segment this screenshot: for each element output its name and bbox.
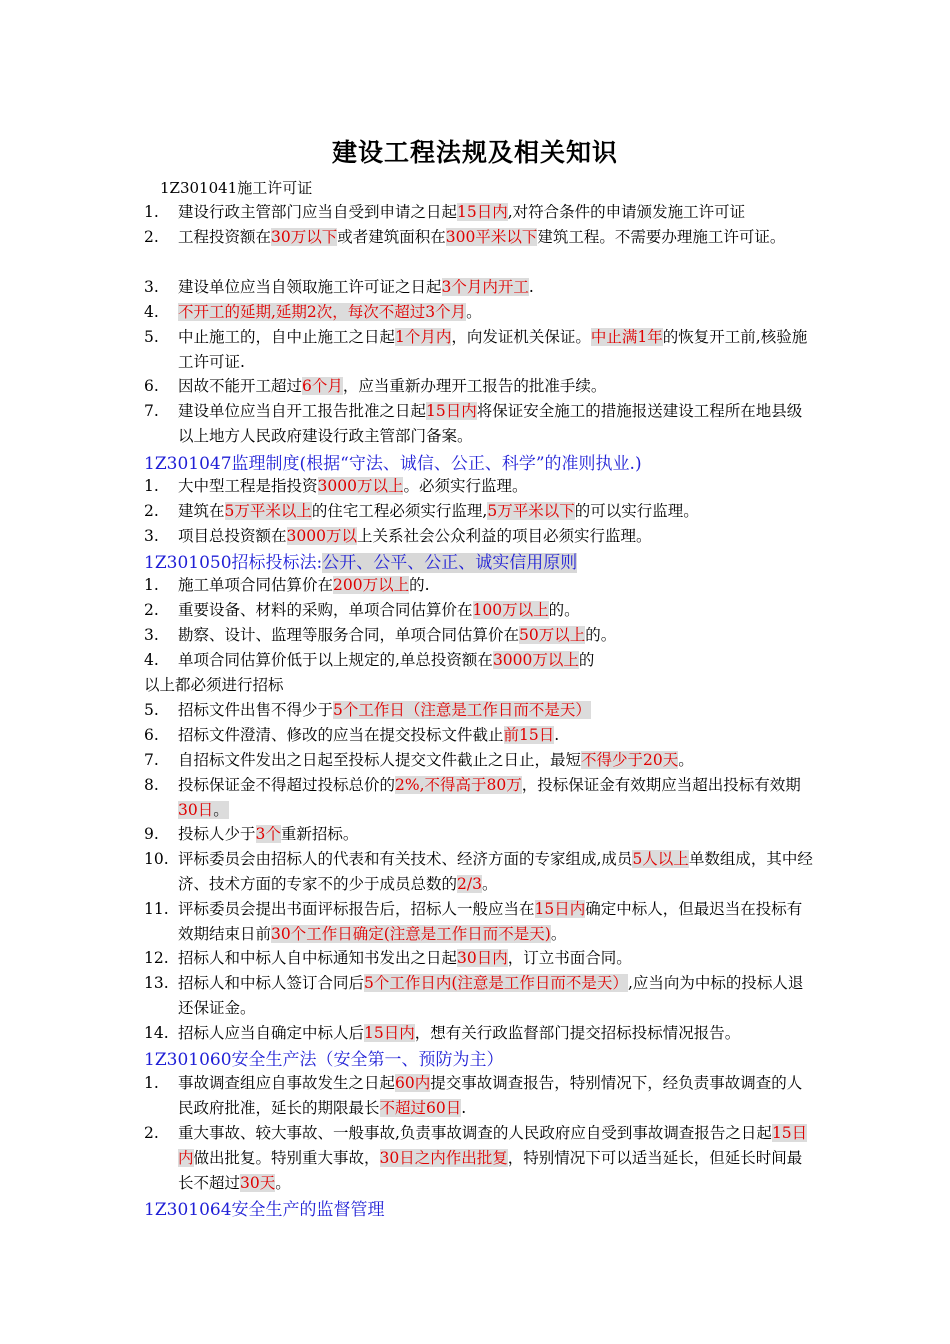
text-segment: 招标人和中标人自中标通知书发出之日起 xyxy=(178,949,458,967)
list-number: 5. xyxy=(144,701,159,719)
text-segment: 。 xyxy=(275,1174,291,1192)
highlighted-text: 30个工作日确定(注意是工作日而不是天) xyxy=(271,925,551,943)
text-segment: 评标委员会提出书面评标报告后，招标人一般应当在 xyxy=(178,900,535,918)
section-heading-safety-supervision: 1Z301064安全生产的监督管理 xyxy=(144,1200,385,1220)
list-item xyxy=(144,971,816,1021)
list-item xyxy=(144,773,816,823)
list-text xyxy=(178,300,816,325)
list-number: 4. xyxy=(144,651,159,669)
list-text xyxy=(178,1021,816,1046)
list-number: 7. xyxy=(144,751,159,769)
list-text xyxy=(178,474,816,499)
highlighted-text: 200万以上 xyxy=(333,576,410,594)
list-item xyxy=(144,847,816,897)
list-text xyxy=(178,971,816,1021)
list-number: 1. xyxy=(144,576,159,594)
highlighted-text: 50万以上 xyxy=(519,626,586,644)
list-number: 8. xyxy=(144,776,159,794)
list-number: 13. xyxy=(144,974,169,992)
list-text xyxy=(178,623,816,648)
text-segment: 投标人少于 xyxy=(178,825,256,843)
highlighted-text: 15日内 xyxy=(426,402,477,420)
list-item xyxy=(144,275,816,300)
text-segment: 中止施工的，自中止施工之日起 xyxy=(178,328,396,346)
list-number: 12. xyxy=(144,949,169,967)
list-text xyxy=(178,773,816,823)
highlighted-text: 30万以下 xyxy=(271,228,338,246)
text-segment: 招标文件澄清、修改的应当在提交投标文件截止 xyxy=(178,726,504,744)
text-segment: 单项合同估算价低于以上规定的,单总投资额在 xyxy=(178,651,493,669)
text-segment: 确定中标人，但最迟当在投标有效期结束日前 xyxy=(178,900,803,943)
list-number: 1. xyxy=(144,203,159,221)
list-number: 3. xyxy=(144,278,159,296)
list-text xyxy=(178,946,816,971)
text-segment: 提交事故调查报告，特别情况下，经负责事故调查的人民政府批准，延长的期限最长 xyxy=(178,1074,803,1117)
list-item xyxy=(144,822,816,847)
highlighted-text: 5万平米以下 xyxy=(487,502,575,520)
list-item xyxy=(144,623,816,648)
text-segment: ，投标保证金有效期应当超出投标有效期 xyxy=(521,776,801,794)
text-segment: 的. xyxy=(409,576,430,594)
list-number: 5. xyxy=(144,328,159,346)
list-item xyxy=(144,1121,816,1196)
text-segment: 因故不能开工超过 xyxy=(178,377,303,395)
section-heading-permit: 1Z301041施工许可证 xyxy=(160,179,313,197)
list-text xyxy=(178,325,816,375)
list-number: 1. xyxy=(144,1074,159,1092)
text-segment: 单数组成，其中经济、技术方面的专家不的少于成员总数的 xyxy=(178,850,813,893)
list-item xyxy=(144,946,816,971)
highlighted-text: 不超过60日 xyxy=(379,1099,462,1117)
highlighted-text: 不得少于20天 xyxy=(581,751,679,769)
bidding-note: 以上都必须进行招标 xyxy=(144,676,284,694)
text-segment: ，想有关行政监督部门提交招标投标情况报告。 xyxy=(414,1024,741,1042)
list-item xyxy=(144,499,816,524)
text-segment: ,应当向为中标的投标人退还保证金。 xyxy=(178,974,804,1017)
list-item xyxy=(144,1021,816,1046)
text-segment: 。 xyxy=(466,303,482,321)
list-number: 2. xyxy=(144,1124,159,1142)
list-number: 4. xyxy=(144,303,159,321)
list-number: 14. xyxy=(144,1024,169,1042)
highlighted-text: 15日内 xyxy=(178,1124,808,1167)
list-item xyxy=(144,1071,816,1121)
text-segment: 做出批复。特别重大事故， xyxy=(193,1149,380,1167)
text-segment: 。 xyxy=(481,875,498,893)
highlighted-text: 5个工作日内(注意是工作日而不是天） xyxy=(364,974,628,992)
list-item xyxy=(144,524,816,549)
text-segment: . xyxy=(461,1099,467,1117)
list-item xyxy=(144,200,816,225)
text-segment: 招标文件出售不得少于 xyxy=(178,701,334,719)
text-segment: 将保证安全施工的措施报送建设工程所在地县级以上地方人民政府建设行政主管部门备案。 xyxy=(178,402,803,445)
text-segment: 招标人和中标人签订合同后 xyxy=(178,974,365,992)
list-number: 11. xyxy=(144,900,169,918)
list-number: 3. xyxy=(144,527,159,545)
text-segment: 勘察、设计、监理等服务合同，单项合同估算价在 xyxy=(178,626,520,644)
list-item xyxy=(144,698,816,723)
text-segment: 的。 xyxy=(548,601,580,619)
highlighted-text: 3000万以上 xyxy=(317,477,404,495)
text-segment: 的 xyxy=(578,651,595,669)
highlighted-text: 3个 xyxy=(255,825,281,843)
list-number: 6. xyxy=(144,726,159,744)
text-segment: 大中型工程是指投资 xyxy=(178,477,318,495)
list-text xyxy=(178,225,816,250)
list-item xyxy=(144,648,816,673)
list-text xyxy=(178,1121,816,1196)
text-segment: 建筑在 xyxy=(178,502,225,520)
list-number: 9. xyxy=(144,825,159,843)
list-number: 6. xyxy=(144,377,159,395)
text-segment: 或者建筑面积在 xyxy=(337,228,446,246)
text-segment: 招标人应当自确定中标人后 xyxy=(178,1024,365,1042)
text-segment: 建设单位应当自开工报告批准之日起 xyxy=(178,402,427,420)
highlighted-text: 3000万以上 xyxy=(492,651,579,669)
list-text xyxy=(178,374,816,399)
text-segment: 上关系社会公众利益的项目必须实行监理。 xyxy=(356,527,652,545)
text-segment: ，订立书面合同。 xyxy=(507,949,632,967)
text-segment: 评标委员会由招标人的代表和有关技术、经济方面的专家组成,成员 xyxy=(178,850,633,868)
section-heading-bidding-label: 1Z301050招标投标法: xyxy=(144,553,323,573)
highlighted-text: 。 xyxy=(213,801,229,819)
list-text xyxy=(178,399,816,449)
highlighted-text: 2/3 xyxy=(457,875,482,893)
text-segment: 重新招标。 xyxy=(280,825,359,843)
list-text xyxy=(178,698,816,723)
list-text xyxy=(178,723,816,748)
text-segment: 的住宅工程必须实行监理, xyxy=(311,502,488,520)
section-heading-supervision: 1Z301047监理制度(根据“守法、诚信、公正、科学”的准则执业.) xyxy=(144,454,642,474)
highlighted-text: 5万平米以上 xyxy=(224,502,312,520)
list-item xyxy=(144,374,816,399)
list-item xyxy=(144,300,816,325)
list-item xyxy=(144,573,816,598)
highlighted-text: 中止满1年 xyxy=(590,328,663,346)
section-heading-safety: 1Z301060安全生产法（安全第一、预防为主） xyxy=(144,1050,504,1070)
list-text xyxy=(178,897,816,947)
list-text xyxy=(178,1071,816,1121)
list-text xyxy=(178,648,816,673)
list-number: 3. xyxy=(144,626,159,644)
list-number: 2. xyxy=(144,228,159,246)
text-segment: 重大事故、较大事故、一般事故,负责事故调查的人民政府应自受到事故调查报告之日起 xyxy=(178,1124,772,1142)
list-number: 1. xyxy=(144,477,159,495)
list-text xyxy=(178,598,816,623)
text-segment: 的恢复开工前,核验施工许可证. xyxy=(178,328,808,371)
list-text xyxy=(178,499,816,524)
text-segment: ，向发证机关保证。 xyxy=(451,328,591,346)
text-segment: 。 xyxy=(678,751,694,769)
highlighted-text: 3个月内开工 xyxy=(441,278,529,296)
text-segment: ，应当重新办理开工报告的批准手续。 xyxy=(342,377,607,395)
text-segment: 建设单位应当自领取施工许可证之日起 xyxy=(178,278,442,296)
text-segment: 工程投资额在 xyxy=(178,228,272,246)
text-segment: ,对符合条件的申请颁发施工许可证 xyxy=(507,203,746,221)
highlighted-text: 1个月内 xyxy=(395,328,452,346)
list-text xyxy=(178,573,816,598)
highlighted-text: 30日之内作出批复 xyxy=(379,1149,508,1167)
list-number: 10. xyxy=(144,850,169,868)
text-segment: ，特别情况下可以适当延长，但延长时间最长不超过 xyxy=(178,1149,803,1192)
highlighted-text: 100万以上 xyxy=(472,601,549,619)
text-segment: 投标保证金不得超过投标总价的 xyxy=(178,776,396,794)
list-item xyxy=(144,748,816,773)
text-segment: 的。 xyxy=(585,626,617,644)
text-segment: 施工单项合同估算价在 xyxy=(178,576,334,594)
highlighted-text: 6个月 xyxy=(302,377,343,395)
list-item xyxy=(144,474,816,499)
list-item xyxy=(144,399,816,449)
text-segment: 建设行政主管部门应当自受到申请之日起 xyxy=(178,203,458,221)
highlighted-text: 前15日 xyxy=(503,726,555,744)
list-item xyxy=(144,723,816,748)
highlighted-text: 15日内 xyxy=(364,1024,415,1042)
highlighted-text: 30日 xyxy=(178,801,214,819)
highlighted-text: 15日内 xyxy=(534,900,586,918)
highlighted-text: 30天 xyxy=(240,1174,276,1192)
text-segment: 建筑工程。不需要办理施工许可证。 xyxy=(537,228,786,246)
highlighted-text: 15日内 xyxy=(457,203,508,221)
highlighted-text: 60内 xyxy=(395,1074,431,1092)
text-segment: 重要设备、材料的采购，单项合同估算价在 xyxy=(178,601,473,619)
highlighted-text: 5人以上 xyxy=(632,850,689,868)
text-segment: 项目总投资额在 xyxy=(178,527,287,545)
document-title: 建设工程法规及相关知识 xyxy=(331,138,618,167)
list-text xyxy=(178,847,816,897)
list-number: 7. xyxy=(144,402,159,420)
highlighted-text: 300平米以下 xyxy=(445,228,538,246)
list-text xyxy=(178,748,816,773)
text-segment: . xyxy=(554,726,560,744)
text-segment: 事故调查组应自事故发生之日起 xyxy=(178,1074,396,1092)
section-heading-bidding-principle: 公开、公平、公正、诚实信用原则 xyxy=(322,553,578,573)
highlighted-text: 30日内 xyxy=(457,949,508,967)
list-item xyxy=(144,598,816,623)
text-segment: 。必须实行监理。 xyxy=(403,477,528,495)
list-text xyxy=(178,822,816,847)
highlighted-text: 3000万以 xyxy=(286,527,357,545)
list-text xyxy=(178,275,816,300)
list-text xyxy=(178,524,816,549)
list-number: 2. xyxy=(144,601,159,619)
text-segment: 的可以实行监理。 xyxy=(574,502,699,520)
text-segment: . xyxy=(528,278,534,296)
highlighted-text: 2%,不得高于80万 xyxy=(395,776,522,794)
list-number: 2. xyxy=(144,502,159,520)
list-text xyxy=(178,200,816,225)
text-segment: 。 xyxy=(550,925,567,943)
section-heading-bidding xyxy=(144,548,577,573)
highlighted-text: 5个工作日（注意是工作日而不是天） xyxy=(333,701,591,719)
highlighted-text: 不开工的延期,延期2次，每次不超过3个月 xyxy=(178,303,467,321)
text-segment: 自招标文件发出之日起至投标人提交文件截止之日止，最短 xyxy=(178,751,582,769)
list-item xyxy=(144,325,816,375)
list-item xyxy=(144,897,816,947)
list-item xyxy=(144,225,816,250)
